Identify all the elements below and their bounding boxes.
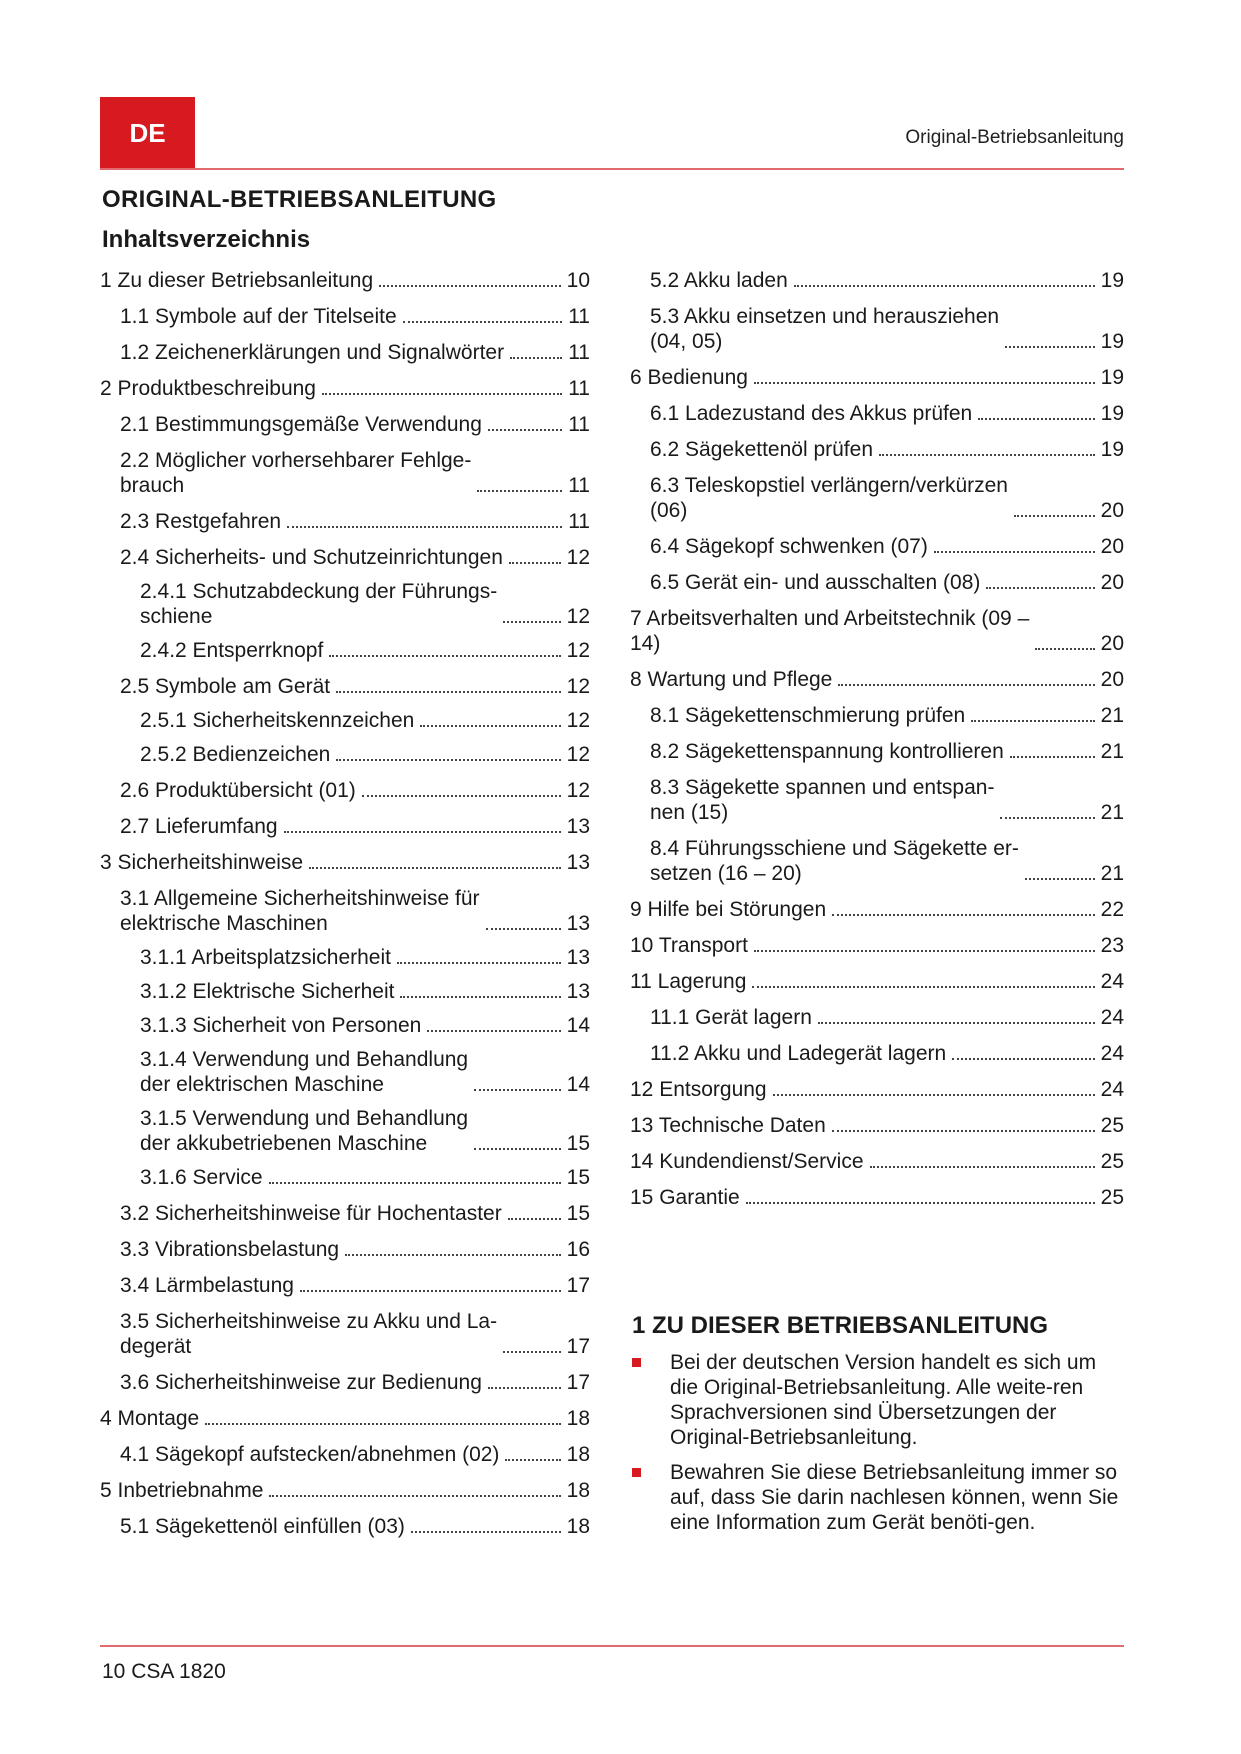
bullet-square-icon [632, 1358, 641, 1367]
toc-entry[interactable] [630, 606, 1124, 656]
header-rule [100, 168, 1124, 170]
toc-entry-title: 2.4.1 Schutzabdeckung der Führungs- schiene [140, 580, 498, 628]
toc-entry-title: 8.3 Sägekette spannen und entspan- nen (15) [650, 776, 995, 824]
toc-entry[interactable] [630, 933, 1124, 958]
toc-entry-page: 21 [1100, 801, 1124, 824]
toc-dot-leader [509, 562, 561, 564]
language-badge: DE [100, 97, 195, 169]
toc-entry[interactable] [100, 1201, 590, 1226]
toc-entry[interactable] [100, 814, 590, 839]
toc-entry-title: 11.1 Gerät lagern [650, 1006, 812, 1029]
toc-entry-title: 2.4 Sicherheits- und Schutzeinrichtungen [120, 546, 503, 569]
toc-entry[interactable] [630, 365, 1124, 390]
toc-entry[interactable] [630, 1149, 1124, 1174]
toc-entry-title: 6.1 Ladezustand des Akkus prüfen [650, 402, 973, 425]
toc-dot-leader [952, 1058, 1094, 1060]
toc-entry-page: 19 [1100, 402, 1124, 425]
toc-entry-page: 12 [566, 709, 590, 732]
toc-entry-page: 13 [566, 946, 590, 969]
toc-dot-leader [474, 1148, 561, 1150]
toc-dot-leader [773, 1094, 1095, 1096]
toc-entry-title: 8.4 Führungsschiene und Sägekette er- setzen (16 – 20) [650, 837, 1019, 885]
toc-entry-title: 8.2 Sägekettenspannung kontrollieren [650, 740, 1004, 763]
toc-entry[interactable] [630, 667, 1124, 692]
toc-entry-title: 3.4 Lärmbelastung [120, 1274, 294, 1297]
toc-dot-leader [746, 1202, 1095, 1204]
toc-entry-page: 17 [566, 1274, 590, 1297]
toc-entry-title: 9 Hilfe bei Störungen [630, 898, 827, 921]
toc-entry[interactable] [100, 1514, 590, 1539]
toc-entry[interactable] [630, 897, 1124, 922]
toc-entry[interactable] [100, 579, 590, 629]
toc-entry[interactable] [100, 1237, 590, 1262]
toc-entry-page: 21 [1100, 862, 1124, 885]
toc-entry-page: 11 [568, 413, 590, 436]
toc-entry-page: 20 [1100, 632, 1124, 655]
toc-dot-leader [336, 759, 560, 761]
toc-entry[interactable] [630, 1077, 1124, 1102]
toc-entry-page: 18 [566, 1443, 590, 1466]
bullet-text: Bewahren Sie diese Betriebsanleitung immer so auf, dass Sie darin nachlesen können, wenn Sie eine Information zum Gerät benöti-gen. [670, 1461, 1119, 1534]
toc-entry-title: 11 Lagerung [630, 970, 747, 993]
toc-dot-leader [505, 1459, 560, 1461]
toc-entry-title: 7 Arbeitsverhalten und Arbeitstechnik (09 – 14) [630, 607, 1030, 655]
toc-entry[interactable] [630, 1185, 1124, 1210]
toc-entry-title: 6.5 Gerät ein- und ausschalten (08) [650, 571, 981, 594]
toc-entry-title: 3.6 Sicherheitshinweise zur Bedienung [120, 1371, 482, 1394]
toc-entry[interactable] [100, 1478, 590, 1503]
toc-dot-leader [1014, 515, 1095, 517]
toc-entry-title: 5.1 Sägekettenöl einfüllen (03) [120, 1515, 405, 1538]
toc-entry[interactable] [100, 1047, 590, 1097]
toc-dot-leader [1035, 648, 1094, 650]
toc-dot-leader [754, 382, 1095, 384]
toc-entry-title: 2.4.2 Entsperrknopf [140, 639, 324, 662]
toc-entry-title: 3.1.4 Verwendung und Behandlung der elektrischen Maschine [140, 1048, 469, 1096]
toc-entry[interactable] [630, 775, 1124, 825]
section-1-heading: 1 ZU DIESER BETRIEBSANLEITUNG [632, 1312, 1049, 1339]
toc-dot-leader [474, 1089, 561, 1091]
toc-dot-leader [486, 928, 561, 930]
toc-dot-leader [510, 357, 562, 359]
toc-entry[interactable] [100, 412, 590, 437]
toc-entry[interactable] [630, 437, 1124, 462]
toc-entry-page: 19 [1100, 438, 1124, 461]
toc-entry-page: 25 [1100, 1150, 1124, 1173]
toc-entry-title: 6.2 Sägekettenöl prüfen [650, 438, 874, 461]
toc-entry-page: 20 [1100, 499, 1124, 522]
toc-dot-leader [754, 950, 1095, 952]
toc-entry-page: 25 [1100, 1186, 1124, 1209]
toc-entry-page: 15 [566, 1132, 590, 1155]
toc-dot-leader [508, 1218, 561, 1220]
toc-entry-title: 8 Wartung und Pflege [630, 668, 833, 691]
toc-dot-leader [411, 1531, 561, 1533]
toc-entry-page: 11 [568, 474, 590, 497]
toc-entry[interactable] [100, 268, 590, 293]
toc-entry-page: 20 [1100, 535, 1124, 558]
toc-dot-leader [1005, 346, 1095, 348]
toc-dot-leader [397, 962, 561, 964]
toc-entry-title: 8.1 Sägekettenschmierung prüfen [650, 704, 966, 727]
toc-entry-page: 20 [1100, 668, 1124, 691]
toc-entry[interactable] [100, 979, 590, 1004]
toc-entry-title: 2.7 Lieferumfang [120, 815, 278, 838]
toc-entry-title: 3.1.3 Sicherheit von Personen [140, 1014, 422, 1037]
toc-entry[interactable] [100, 509, 590, 534]
toc-heading: Inhaltsverzeichnis [102, 226, 311, 253]
toc-entry-page: 16 [566, 1238, 590, 1261]
toc-entry-title: 3.5 Sicherheitshinweise zu Akku und La- degerät [120, 1310, 498, 1358]
toc-dot-leader [832, 1130, 1095, 1132]
section-1-bullets [632, 1350, 1124, 1545]
toc-entry-title: 10 Transport [630, 934, 748, 957]
toc-entry[interactable] [630, 268, 1124, 293]
toc-entry-title: 1 Zu dieser Betriebsanleitung [100, 269, 374, 292]
toc-entry[interactable] [630, 473, 1124, 523]
toc-entry-page: 11 [568, 341, 590, 364]
bullet-item [632, 1460, 1124, 1535]
toc-entry-title: 13 Technische Daten [630, 1114, 826, 1137]
toc-dot-leader [838, 684, 1094, 686]
toc-dot-leader [362, 795, 561, 797]
toc-dot-leader [269, 1495, 560, 1497]
footer-rule [100, 1645, 1124, 1647]
toc-entry[interactable] [100, 1309, 590, 1359]
toc-entry-title: 3 Sicherheitshinweise [100, 851, 304, 874]
toc-entry-page: 13 [566, 815, 590, 838]
toc-dot-leader [379, 285, 560, 287]
bullet-text: Bei der deutschen Version handelt es sich um die Original-Betriebsanleitung. Alle weite-ren Sprachversionen sind Übersetzungen der Original-Betriebsanleitung. [670, 1351, 1097, 1449]
toc-dot-leader [986, 587, 1094, 589]
toc-dot-leader [978, 418, 1094, 420]
toc-entry-title: 1.2 Zeichenerklärungen und Signalwörter [120, 341, 505, 364]
toc-entry-page: 19 [1100, 366, 1124, 389]
toc-entry-page: 12 [566, 546, 590, 569]
toc-entry-title: 12 Entsorgung [630, 1078, 767, 1101]
toc-entry[interactable] [100, 850, 590, 875]
toc-entry[interactable] [100, 1273, 590, 1298]
toc-entry-title: 3.1.6 Service [140, 1166, 263, 1189]
toc-entry-page: 24 [1100, 1078, 1124, 1101]
toc-entry-title: 2 Produktbeschreibung [100, 377, 316, 400]
toc-entry-title: 4 Montage [100, 1407, 200, 1430]
toc-entry[interactable] [100, 1106, 590, 1156]
toc-dot-leader [420, 725, 560, 727]
toc-entry-title: 5.2 Akku laden [650, 269, 788, 292]
toc-entry[interactable] [630, 1041, 1124, 1066]
toc-left-column [100, 268, 590, 1539]
toc-entry-title: 3.2 Sicherheitshinweise für Hochentaster [120, 1202, 502, 1225]
header-title: Original-Betriebsanleitung [905, 127, 1124, 148]
toc-entry[interactable] [100, 304, 590, 329]
toc-entry-page: 15 [566, 1166, 590, 1189]
toc-dot-leader [818, 1022, 1095, 1024]
toc-entry-page: 21 [1100, 740, 1124, 763]
toc-entry[interactable] [100, 448, 590, 498]
toc-entry-title: 6.4 Sägekopf schwenken (07) [650, 535, 928, 558]
toc-entry-title: 2.5.2 Bedienzeichen [140, 743, 331, 766]
toc-entry-title: 2.3 Restgefahren [120, 510, 282, 533]
toc-entry-page: 13 [566, 980, 590, 1003]
toc-entry-page: 19 [1100, 330, 1124, 353]
toc-entry-title: 2.2 Möglicher vorhersehbarer Fehlge- brauch [120, 449, 472, 497]
toc-entry-page: 20 [1100, 571, 1124, 594]
toc-entry-page: 22 [1100, 898, 1124, 921]
toc-entry-page: 17 [566, 1371, 590, 1394]
toc-entry-title: 3.1.1 Arbeitsplatzsicherheit [140, 946, 391, 969]
toc-entry-page: 13 [566, 912, 590, 935]
toc-entry-title: 3.1 Allgemeine Sicherheitshinweise für elektrische Maschinen [120, 887, 480, 935]
toc-entry-title: 6 Bedienung [630, 366, 748, 389]
toc-entry-page: 12 [566, 779, 590, 802]
toc-entry[interactable] [100, 742, 590, 767]
toc-dot-leader [870, 1166, 1095, 1168]
toc-entry-page: 19 [1100, 269, 1124, 292]
toc-dot-leader [269, 1182, 561, 1184]
toc-entry-title: 2.6 Produktübersicht (01) [120, 779, 356, 802]
toc-dot-leader [400, 996, 560, 998]
toc-dot-leader [300, 1290, 561, 1292]
document-title: ORIGINAL-BETRIEBSANLEITUNG [102, 186, 497, 213]
toc-entry-title: 1.1 Symbole auf der Titelseite [120, 305, 397, 328]
toc-entry[interactable] [100, 886, 590, 936]
toc-entry-page: 25 [1100, 1114, 1124, 1137]
toc-dot-leader [752, 986, 1094, 988]
toc-dot-leader [477, 490, 562, 492]
toc-dot-leader [971, 720, 1094, 722]
toc-entry[interactable] [630, 836, 1124, 886]
toc-entry-page: 23 [1100, 934, 1124, 957]
toc-entry-page: 18 [566, 1407, 590, 1430]
toc-entry-title: 14 Kundendienst/Service [630, 1150, 864, 1173]
toc-entry[interactable] [630, 1113, 1124, 1138]
toc-dot-leader [488, 429, 562, 431]
toc-dot-leader [879, 454, 1095, 456]
toc-entry[interactable] [100, 1406, 590, 1431]
toc-entry[interactable] [630, 969, 1124, 994]
toc-entry[interactable] [100, 340, 590, 365]
toc-entry-page: 24 [1100, 970, 1124, 993]
toc-entry-title: 3.3 Vibrationsbelastung [120, 1238, 340, 1261]
toc-dot-leader [345, 1254, 561, 1256]
toc-entry-page: 18 [566, 1515, 590, 1538]
toc-dot-leader [503, 621, 560, 623]
toc-entry-page: 12 [566, 743, 590, 766]
toc-entry-page: 17 [566, 1335, 590, 1358]
toc-entry[interactable] [100, 376, 590, 401]
toc-entry-page: 12 [566, 675, 590, 698]
toc-dot-leader [336, 691, 561, 693]
bullet-square-icon [632, 1468, 641, 1477]
toc-entry-title: 6.3 Teleskopstiel verlängern/verkürzen (06) [650, 474, 1008, 522]
toc-entry-page: 10 [566, 269, 590, 292]
toc-dot-leader [1010, 756, 1095, 758]
toc-entry[interactable] [100, 778, 590, 803]
toc-entry-title: 11.2 Akku und Ladegerät lagern [650, 1042, 947, 1065]
toc-entry-title: 2.5 Symbole am Gerät [120, 675, 331, 698]
toc-entry-title: 3.1.2 Elektrische Sicherheit [140, 980, 395, 1003]
toc-entry-page: 21 [1100, 704, 1124, 727]
toc-entry[interactable] [630, 739, 1124, 764]
toc-entry[interactable] [100, 708, 590, 733]
toc-entry[interactable] [630, 570, 1124, 595]
toc-entry-page: 24 [1100, 1006, 1124, 1029]
toc-entry[interactable] [100, 1165, 590, 1190]
toc-dot-leader [1000, 817, 1094, 819]
toc-entry-page: 11 [568, 510, 590, 533]
toc-dot-leader [503, 1351, 561, 1353]
toc-entry-page: 11 [568, 377, 590, 400]
toc-entry-title: 2.1 Bestimmungsgemäße Verwendung [120, 413, 482, 436]
toc-entry-title: 2.5.1 Sicherheitskennzeichen [140, 709, 415, 732]
toc-entry[interactable] [630, 1005, 1124, 1030]
footer-page-info: 10 CSA 1820 [102, 1660, 226, 1683]
toc-entry[interactable] [100, 1013, 590, 1038]
toc-dot-leader [309, 867, 561, 869]
toc-entry-page: 13 [566, 851, 590, 874]
toc-entry-page: 14 [566, 1014, 590, 1037]
toc-entry[interactable] [100, 638, 590, 663]
toc-dot-leader [205, 1423, 560, 1425]
toc-dot-leader [794, 285, 1095, 287]
toc-dot-leader [934, 551, 1095, 553]
toc-entry-page: 11 [568, 305, 590, 328]
toc-entry-title: 4.1 Sägekopf aufstecken/abnehmen (02) [120, 1443, 500, 1466]
toc-entry[interactable] [630, 703, 1124, 728]
toc-entry[interactable] [100, 945, 590, 970]
toc-entry[interactable] [630, 401, 1124, 426]
toc-entry-page: 12 [566, 605, 590, 628]
toc-dot-leader [287, 526, 562, 528]
toc-entry-title: 3.1.5 Verwendung und Behandlung der akkubetriebenen Maschine [140, 1107, 469, 1155]
toc-entry[interactable] [630, 534, 1124, 559]
toc-entry-title: 5.3 Akku einsetzen und herausziehen (04, 05) [650, 305, 1000, 353]
toc-entry[interactable] [100, 1370, 590, 1395]
toc-entry-title: 5 Inbetriebnahme [100, 1479, 264, 1502]
toc-dot-leader [832, 914, 1095, 916]
toc-dot-leader [1025, 878, 1095, 880]
toc-dot-leader [488, 1387, 561, 1389]
toc-entry[interactable] [630, 304, 1124, 354]
bullet-item [632, 1350, 1124, 1450]
toc-entry-title: 15 Garantie [630, 1186, 740, 1209]
toc-entry-page: 15 [566, 1202, 590, 1225]
toc-entry-page: 24 [1100, 1042, 1124, 1065]
toc-dot-leader [403, 321, 563, 323]
toc-dot-leader [427, 1030, 560, 1032]
toc-right-column [630, 268, 1124, 1210]
toc-dot-leader [329, 655, 560, 657]
toc-dot-leader [322, 393, 562, 395]
toc-entry-page: 14 [566, 1073, 590, 1096]
toc-entry[interactable] [100, 674, 590, 699]
toc-entry-page: 12 [566, 639, 590, 662]
toc-entry-page: 18 [566, 1479, 590, 1502]
toc-entry[interactable] [100, 1442, 590, 1467]
toc-dot-leader [284, 831, 561, 833]
toc-entry[interactable] [100, 545, 590, 570]
